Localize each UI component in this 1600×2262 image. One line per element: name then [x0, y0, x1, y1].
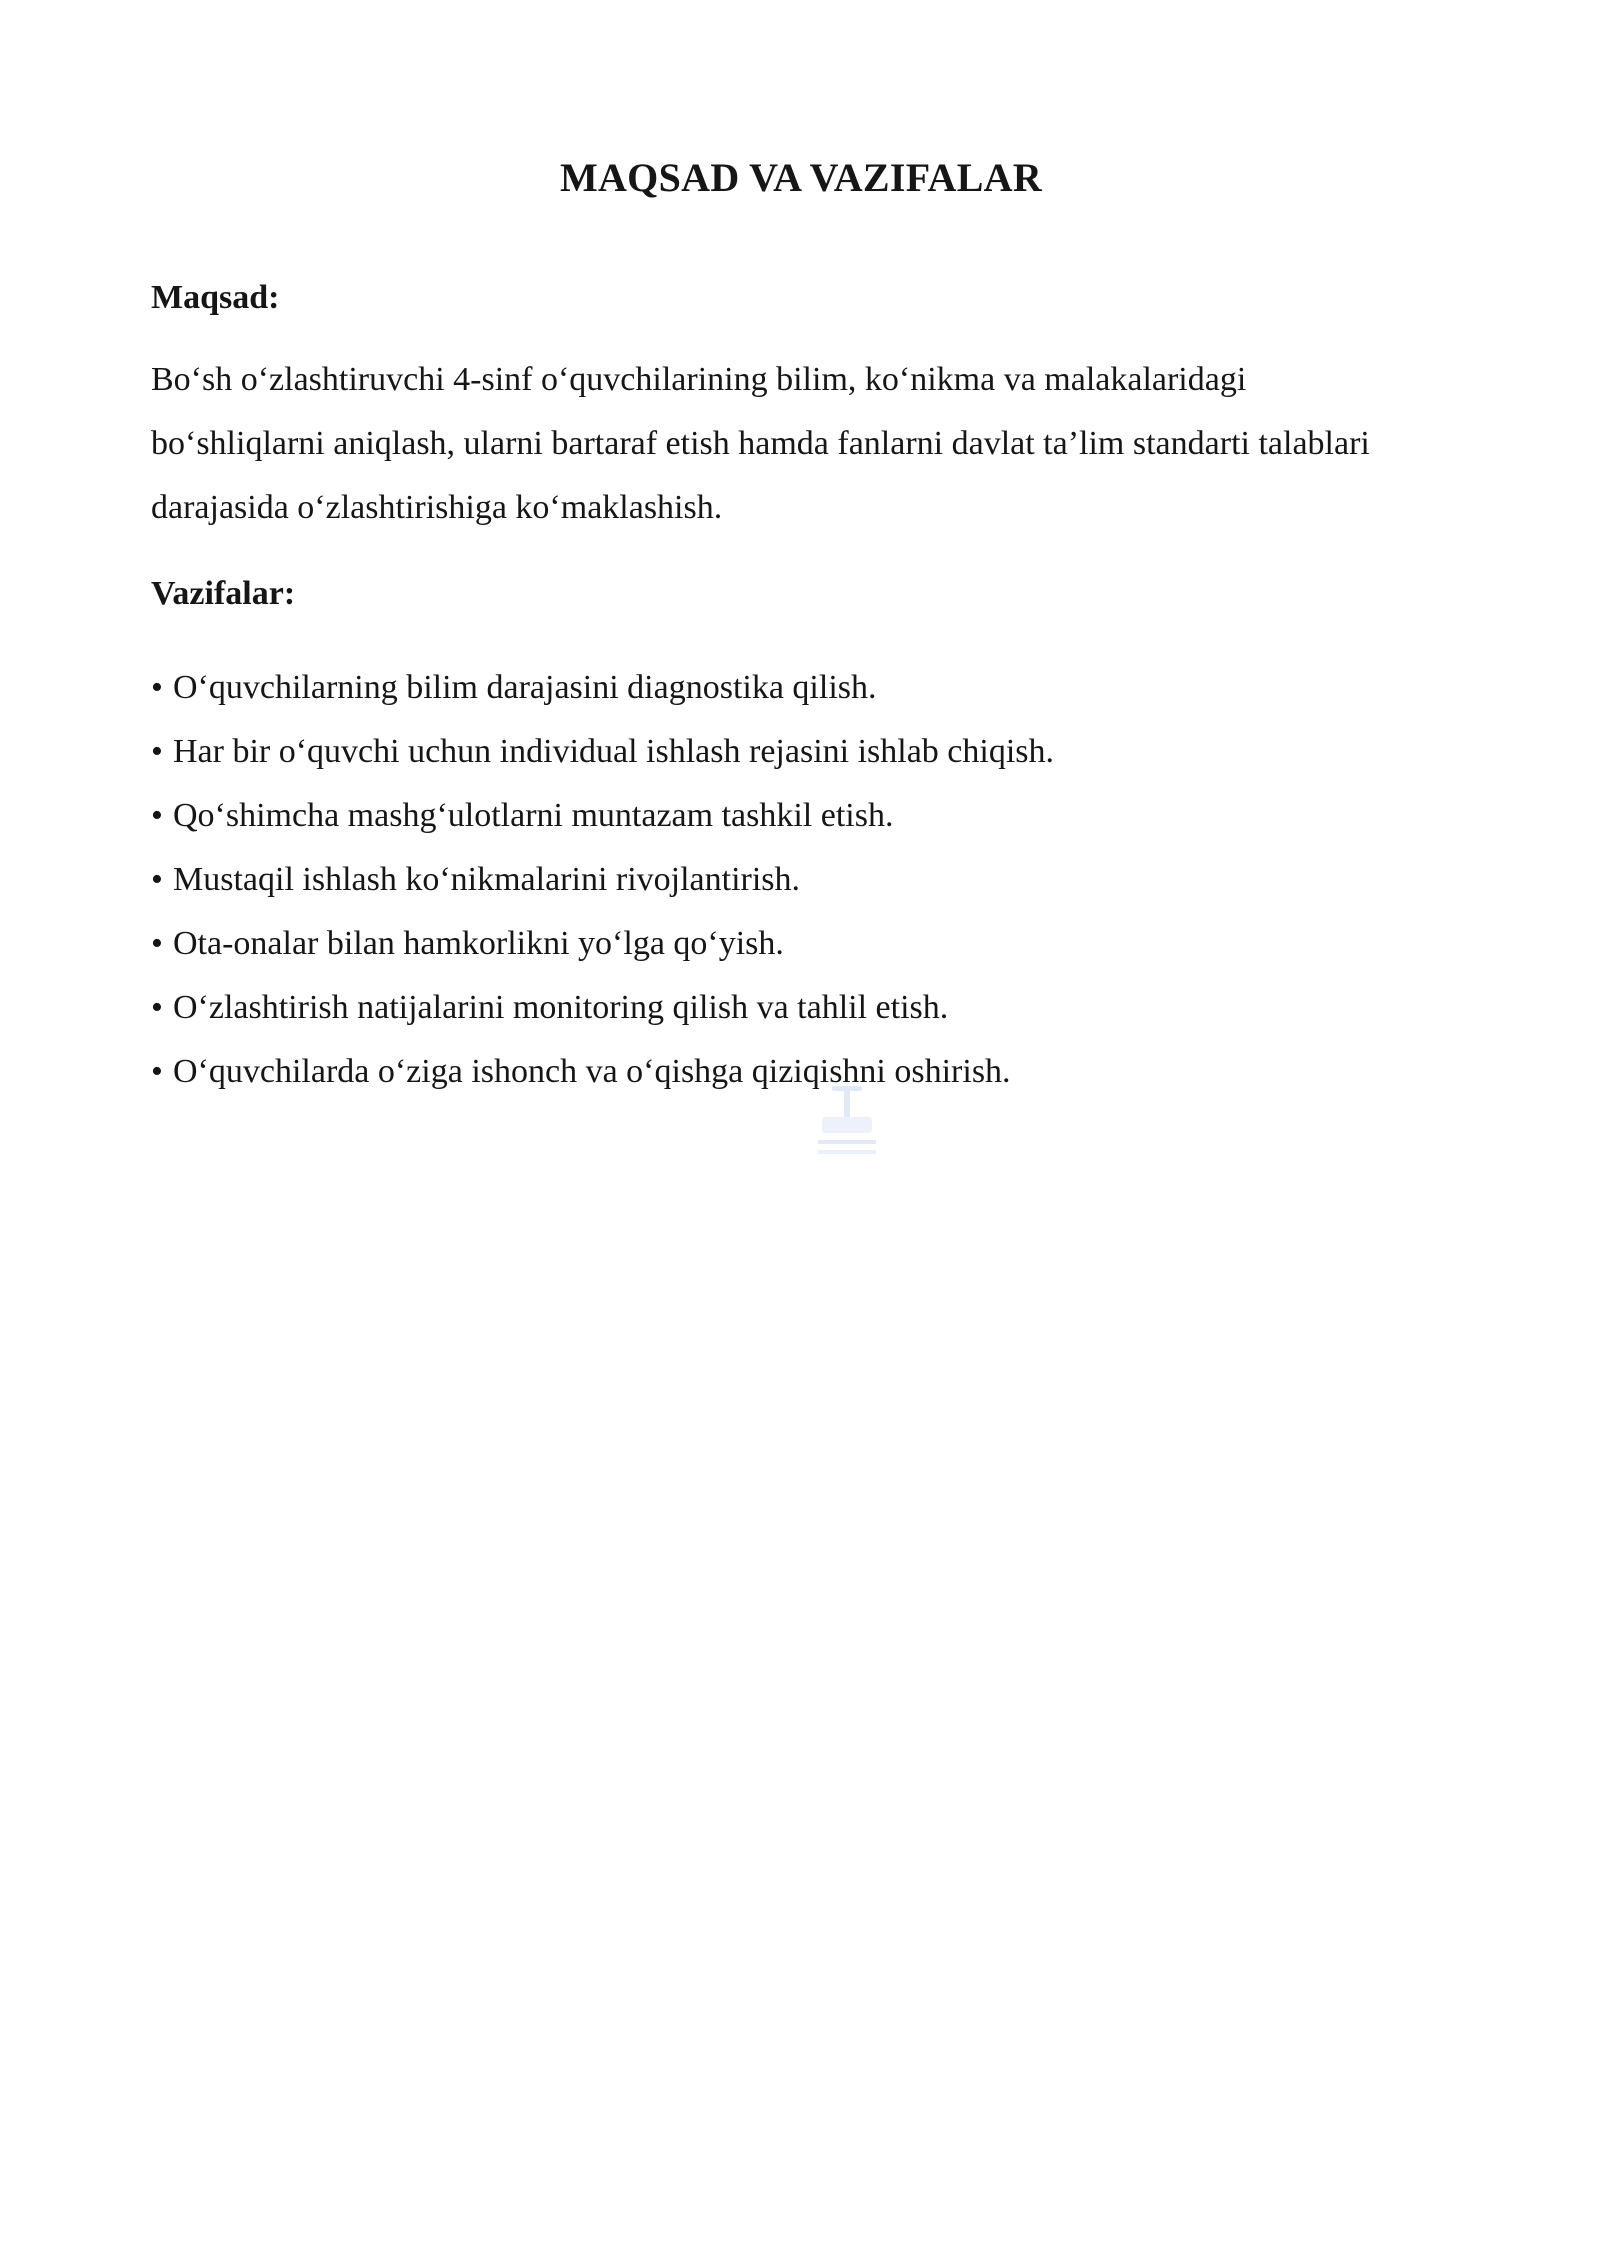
task-text: Har bir o‘quvchi uchun individual ishlash rejasini ishlab chiqish.	[173, 733, 1055, 770]
task-text: Ota-onalar bilan hamkorlikni yo‘lga qo‘yish.	[173, 925, 784, 962]
bullet-icon: •	[151, 861, 163, 898]
bullet-icon: •	[151, 1053, 163, 1090]
task-text: O‘quvchilarda o‘ziga ishonch va o‘qishga qiziqishni oshirish.	[173, 1053, 1011, 1090]
bullet-icon: •	[151, 797, 163, 834]
task-item	[151, 720, 1451, 784]
bullet-icon: •	[151, 669, 163, 706]
task-item	[151, 656, 1451, 720]
task-list	[151, 656, 1451, 1104]
faint-logo-watermark-icon	[812, 1082, 882, 1170]
bullet-icon: •	[151, 989, 163, 1026]
task-text: Mustaqil ishlash ko‘nikmalarini rivojlantirish.	[173, 861, 801, 898]
task-item	[151, 976, 1451, 1040]
task-text: Qo‘shimcha mashg‘ulotlarni muntazam tashkil etish.	[173, 797, 894, 834]
goal-heading: Maqsad:	[151, 279, 280, 316]
bullet-icon: •	[151, 925, 163, 962]
document-title: MAQSAD VA VAZIFALAR	[559, 155, 1043, 200]
goal-paragraph: Bo‘sh o‘zlashtiruvchi 4-sinf o‘quvchilarining bilim, ko‘nikma va malakalaridagi bo‘shliqlarni aniqlash, ularni bartaraf etish hamda fanlarni davlat ta’lim standarti talablari darajasida o‘zlashtirishiga ko‘maklashish.	[151, 361, 1370, 526]
task-item	[151, 1040, 1451, 1104]
task-item	[151, 912, 1451, 976]
task-item	[151, 848, 1451, 912]
bullet-icon: •	[151, 733, 163, 770]
tasks-heading: Vazifalar:	[151, 575, 296, 612]
task-item	[151, 784, 1451, 848]
document-content	[151, 150, 1451, 1104]
task-text: O‘zlashtirish natijalarini monitoring qilish va tahlil etish.	[173, 989, 949, 1026]
task-text: O‘quvchilarning bilim darajasini diagnostika qilish.	[173, 669, 877, 706]
